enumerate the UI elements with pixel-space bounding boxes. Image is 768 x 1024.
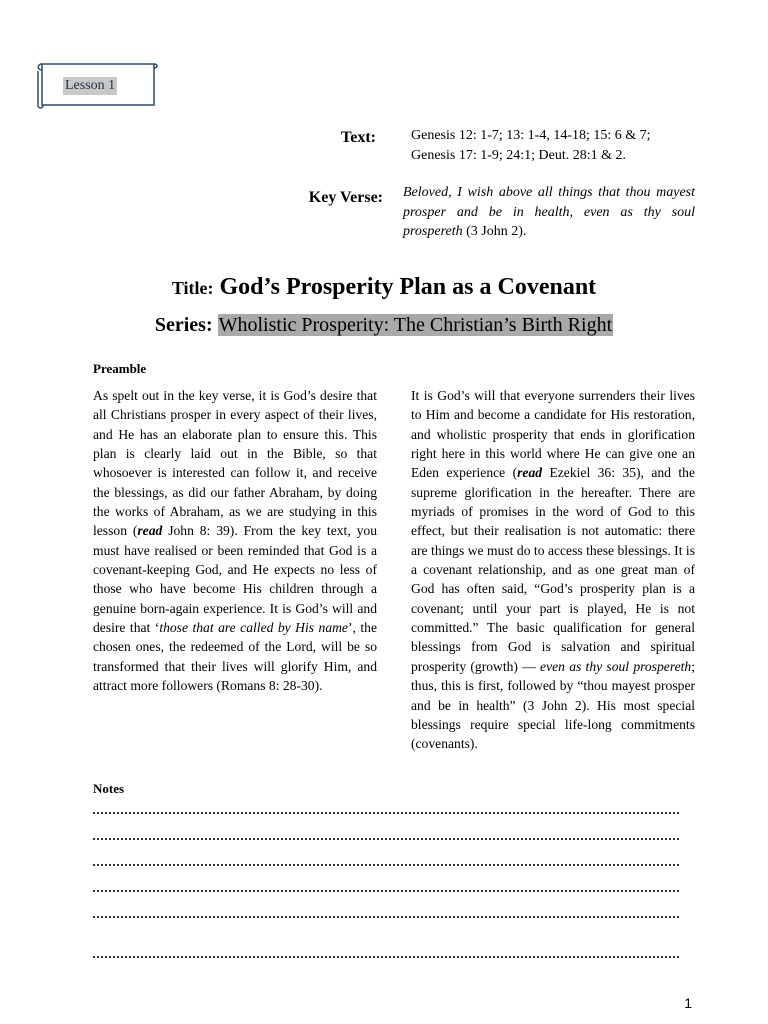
paragraph-text: As spelt out in the key verse, it is God’s desire that all Christians prosper in every aspect of their lives, and He has an elaborate plan to ensure this. This plan is clearly laid out in the Bible, so that whosoever is interested can follow it, and receive the blessings, as did our father Abraham, by doing the works of Abraham, as we are studying in this lesson ( [93,388,377,539]
notes-heading: Notes [93,781,125,796]
paragraph-text: John 8: 39). From the key text, you must have realised or been reminded that God is a covenant-keeping God, and He expects no less of those who have become His children through a genuine born-again experience. It is God’s will and desire that ‘ [93,523,377,636]
key-verse-quote: Beloved, I wish above all things that thou mayest prosper and be in health, even as thy soul prospereth [403,185,695,239]
lesson-badge [34,61,158,109]
quote-emphasis: even as thy soul prospereth [540,658,692,674]
preamble-left-column [93,386,377,696]
note-line [93,864,679,866]
key-verse-label: Key Verse: [308,189,383,206]
notes-lines [93,812,683,982]
note-line [93,812,679,814]
key-verse-reference: (3 John 2). [462,224,527,239]
text-references [411,126,651,165]
paragraph-text: ’, the chosen ones, the redeemed of the Lord, will be so transformed that their lives will glorify Him, and attract more followers (Romans 8: 28-30). [93,620,377,694]
read-emphasis: read [137,523,163,539]
paragraph-text: Ezekiel 36: 35), and the supreme glorification in the hereafter. There are myriads of promises in the word of God to this effect, but their realisation is not automatic: there are things we must do to access these blessings. It is a covenant relationship, and as one great man of God has often said, “God’s prosperity plan is a covenant; until your part is played, He is not committed.” The basic qualification for general blessings from God is salvation and spiritual prosperity (growth) — [411,465,695,674]
title-text: God’s Prosperity Plan as a Covenant [219,274,597,300]
series-title: Wholistic Prosperity: The Christian’s Birth Right [218,314,613,336]
series-prefix: Series: [154,314,213,336]
paragraph-text: It is God’s will that everyone surrenders their lives to Him and become a candidate for His restoration, and wholistic prosperity that ends in glorification right here in this world where He can give one an Eden experience ( [411,388,695,481]
note-line [93,956,679,958]
text-reference-line: Genesis 17: 1-9; 24:1; Deut. 28:1 & 2. [411,147,627,163]
page-number: 1 [684,995,692,1011]
note-line [93,890,679,892]
series-line [0,310,768,340]
read-emphasis: read [517,465,543,481]
note-line [93,916,679,918]
key-verse [403,183,695,242]
title-prefix: Title: [171,278,214,298]
lesson-label: Lesson 1 [65,78,116,93]
preamble-right-column [411,386,695,754]
text-reference-line: Genesis 12: 1-7; 13: 1-4, 14-18; 15: 6 & 7; [411,128,651,143]
text-label: Text: [341,129,376,146]
quote-emphasis: those that are called by His name [159,620,348,636]
preamble-heading: Preamble [93,361,147,376]
paragraph-text: ; thus, this is first, followed by “thou mayest prosper and be in health” (3 John 2). His most special blessings require special life-long commitments (covenants). [411,658,695,752]
lesson-title [0,271,768,304]
note-line [93,838,679,840]
